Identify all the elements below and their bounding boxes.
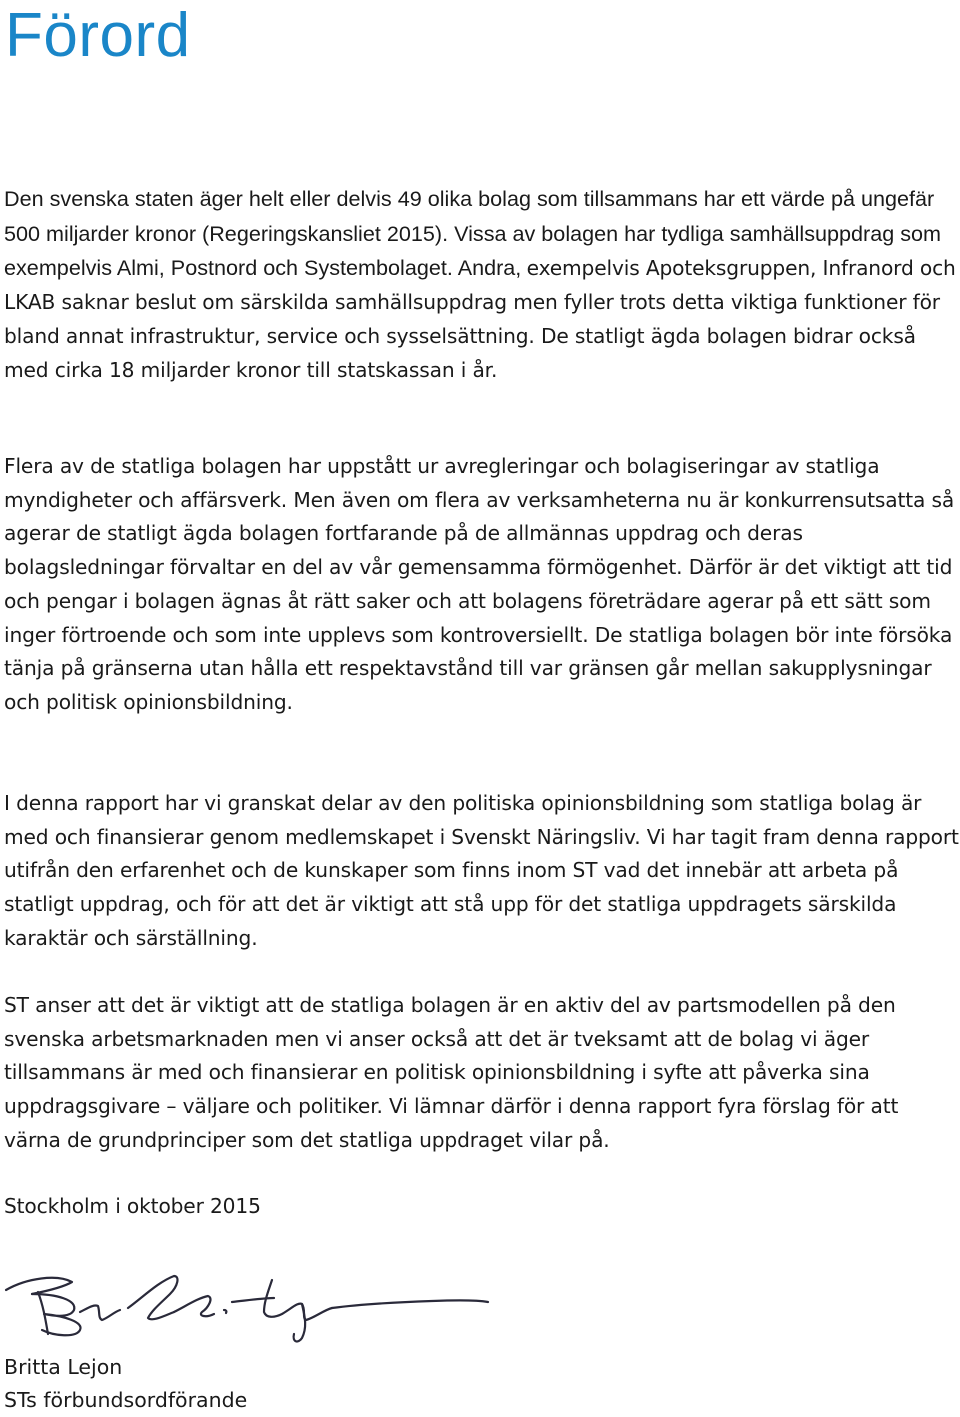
handwritten-signature (2, 1268, 492, 1350)
paragraph-4-text: ST anser att det är viktigt att de statliga bolagen är en aktiv del av partsmodellen på den svenska arbetsmarknaden men vi anser också att det är tveksamt att de bolag vi äger tillsammans är med och finansierar en politisk opinionsbildning i syfte att påverka sina uppdragsgivare – väljare och politiker. Vi lämnar därför i denna rapport fyra förslag för att värna de grundprinciper som det statliga uppdraget vilar på. (4, 993, 899, 1152)
paragraph-1-part-b: exempelvis Apoteksgruppen, Infranord och LKAB saknar beslut om särskilda samhällsuppdrag men fyller trots detta viktiga funktioner för bland annat infrastruktur, service och sysselsättning. De statligt ägda bolagen bidrar också med cirka 18 miljarder kronor till statskassan i år. (4, 256, 956, 382)
paragraph-2-text: Flera av de statliga bolagen har uppstått ur avregleringar och bolagiseringar av statliga myndigheter och affärsverk. Men även om flera av verksamheterna nu är konkurrensutsatta så agerar de statligt ägda bolagen fortfarande på de allmännas uppdrag och deras bolagsledningar förvaltar en del av vår gemensamma förmögenhet. Därför är det viktigt att tid och pengar i bolagen ägnas åt rätt saker och att bolagens företrädare agerar på ett sätt som inger förtroende och som inte upplevs som kontroversiellt. De statliga bolagen bör inte försöka tänja på gränserna utan hålla ett respektavstånd till var gränsen går mellan sakupplysningar och politisk opinionsbildning. (4, 454, 955, 714)
place-date (4, 1190, 960, 1224)
paragraph-3-text: I denna rapport har vi granskat delar av den politiska opinionsbildning som statliga bolag är med och finansierar genom medlemskapet i Svenskt Näringsliv. Vi har tagit fram denna rapport utifrån den erfarenhet och de kunskaper som finns inom ST vad det innebär att arbeta på statligt uppdrag, och för att det är viktigt att stå upp för det statliga uppdragets särskilda karaktär och särställning. (4, 791, 959, 950)
paragraph-2 (4, 450, 960, 720)
paragraph-3 (4, 787, 960, 956)
place-date-text: Stockholm i oktober 2015 (4, 1194, 261, 1218)
signatory-name: Britta Lejon (4, 1355, 123, 1379)
signatory-role: STs förbundsordförande (4, 1388, 248, 1412)
paragraph-4 (4, 989, 960, 1158)
paragraph-1 (4, 182, 960, 387)
paragraph-1-text (4, 182, 960, 387)
paragraph-1-part-a: Den svenska staten äger helt eller delvis 49 olika bolag som tillsammans har ett värde på ungefär 500 miljarder kronor (Regeringskansliet 2015). Vissa av bolagen har tydliga samhällsuppdrag som exempelvis Almi, Postnord och Systembolaget. Andra, (4, 186, 942, 281)
page-title: Förord (5, 1, 191, 70)
